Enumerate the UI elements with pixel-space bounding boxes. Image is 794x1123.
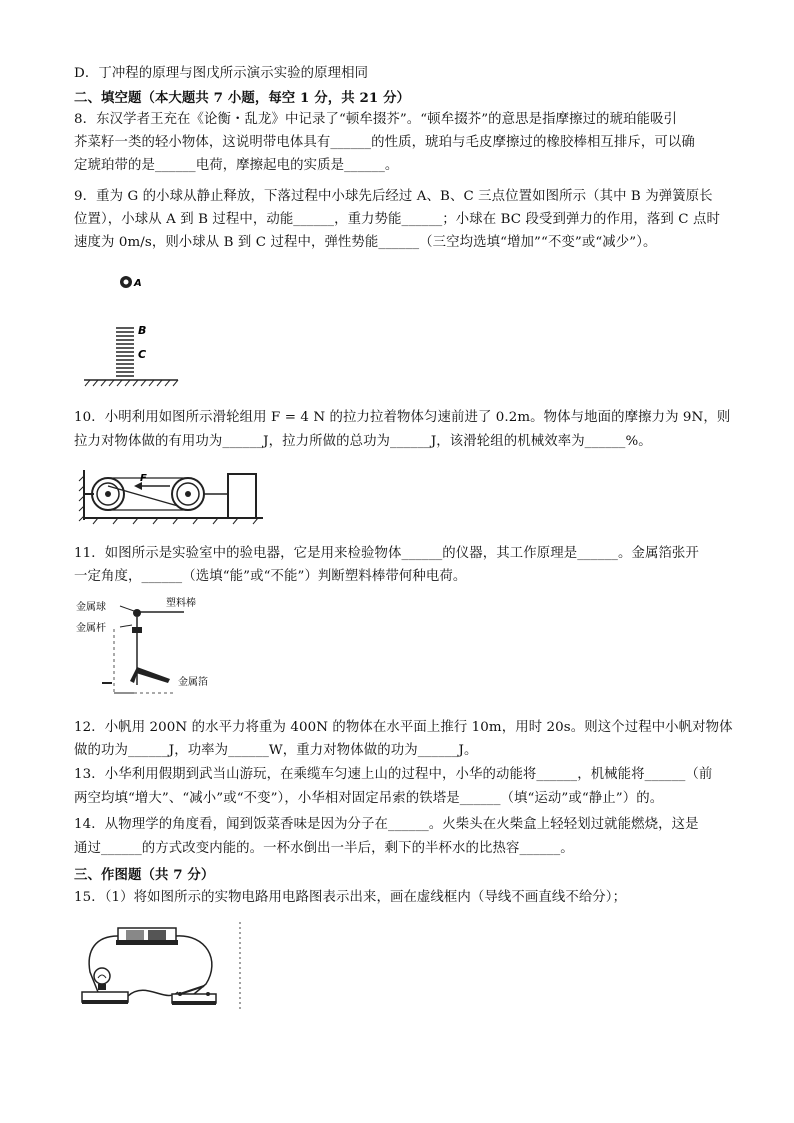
metal-ball-icon [133, 609, 141, 617]
q12-line-2: 做的功为______J，功率为______W，重力对物体做的功为______J。 [74, 743, 478, 758]
movable-pulley-icon [172, 478, 228, 510]
wire-bottom [128, 990, 178, 996]
label-ball: 金属球 [76, 602, 106, 613]
switch-icon [172, 986, 216, 1005]
label-rod: 金属杆 [76, 623, 106, 634]
q8-line-3: 定琥珀带的是______电荷，摩擦起电的实质是______。 [74, 158, 399, 173]
jar-outline [114, 629, 174, 693]
q14-line-1: 14．从物理学的角度看，闻到饭菜香味是因为分子在______。火柴头在火柴盒上轻轻划过就能燃烧，这是 [74, 817, 699, 832]
label-b: B [138, 324, 147, 337]
label-a: A [134, 278, 142, 289]
circuit-figure [76, 920, 246, 1012]
q10-line-2: 拉力对物体做的有用功为______J，拉力所做的总功为______J，该滑轮组的机械效率为______%。 [74, 434, 652, 449]
q9-line-2: 位置），小球从 A 到 B 过程中，动能______，重力势能______；小球在 BC 段受到弹力的作用，落到 C 点时 [74, 212, 720, 227]
metal-foil-icon [130, 667, 170, 683]
label-f: F [140, 473, 147, 484]
q13-line-2: 两空均填“增大”、“减小”或“不变”），小华相对固定吊索的铁塔是______（填“运动”或“静止”）的。 [74, 791, 664, 806]
spring-icon [116, 328, 134, 376]
electroscope-figure [74, 597, 234, 705]
q15-line-1: 15．（1）将如图所示的实物电路用电路图表示出来，画在虚线框内（导线不画直线不给分）； [74, 890, 627, 905]
spring-ball-figure [82, 270, 182, 395]
label-plastic: 塑料棒 [166, 598, 196, 609]
q11-line-2: 一定角度，______（选填“能”或“不能”）判断塑料棒带何种电荷。 [74, 569, 467, 584]
q9-line-3: 速度为 0m/s，则小球从 B 到 C 过程中，弹性势能______（三空均选填“增加”“不变”或“减少”）。 [74, 235, 657, 250]
q11-line-1: 11．如图所示是实验室中的验电器，它是用来检验物体______的仪器，其工作原理是______。金属箔张开 [74, 546, 699, 561]
label-foil: 金属箔 [178, 677, 208, 688]
block [228, 474, 256, 518]
q13-line-1: 13．小华利用假期到武当山游玩，在乘缆车匀速上山的过程中，小华的动能将______，机械能将______（前 [74, 767, 713, 782]
q10-line-1: 10．小明利用如图所示滑轮组用 F = 4 N 的拉力拉着物体匀速前进了 0.2m。物体与地面的摩擦力为 9N，则 [74, 410, 731, 425]
q8-line-2: 芥菜籽一类的轻小物体，这说明带电体具有______的性质，琥珀与毛皮摩擦过的橡胶棒相互排斥，可以确 [74, 135, 695, 150]
battery-icon [116, 928, 178, 945]
section-heading-drawing: 三、作图题（共 7 分） [74, 867, 215, 883]
wire-right [176, 936, 212, 994]
option-d: D．丁冲程的原理与图戊所示演示实验的原理相同 [74, 66, 369, 81]
section-heading-fill-in: 二、填空题（本大题共 7 小题，每空 1 分，共 21 分） [74, 90, 411, 106]
fixed-pulley-icon [84, 478, 124, 510]
pulley-figure [78, 466, 268, 526]
q12-line-1: 12．小帆用 200N 的水平力将重为 400N 的物体在水平面上推行 10m，用时 20s。则这个过程中小帆对物体 [74, 720, 733, 735]
bulb-icon [82, 968, 128, 1004]
q9-line-1: 9．重为 G 的小球从静止释放，下落过程中小球先后经过 A、B、C 三点位置如图所示（其中 B 为弹簧原长 [74, 189, 713, 204]
label-c: C [138, 348, 147, 361]
q14-line-2: 通过______的方式改变内能的。一杯水倒出一半后，剩下的半杯水的比热容______。 [74, 841, 574, 856]
q8-line-1: 8．东汉学者王充在《论衡・乱龙》中记录了“顿牟掇芥”。“顿牟掇芥”的意思是指摩擦过的琥珀能吸引 [74, 112, 678, 127]
